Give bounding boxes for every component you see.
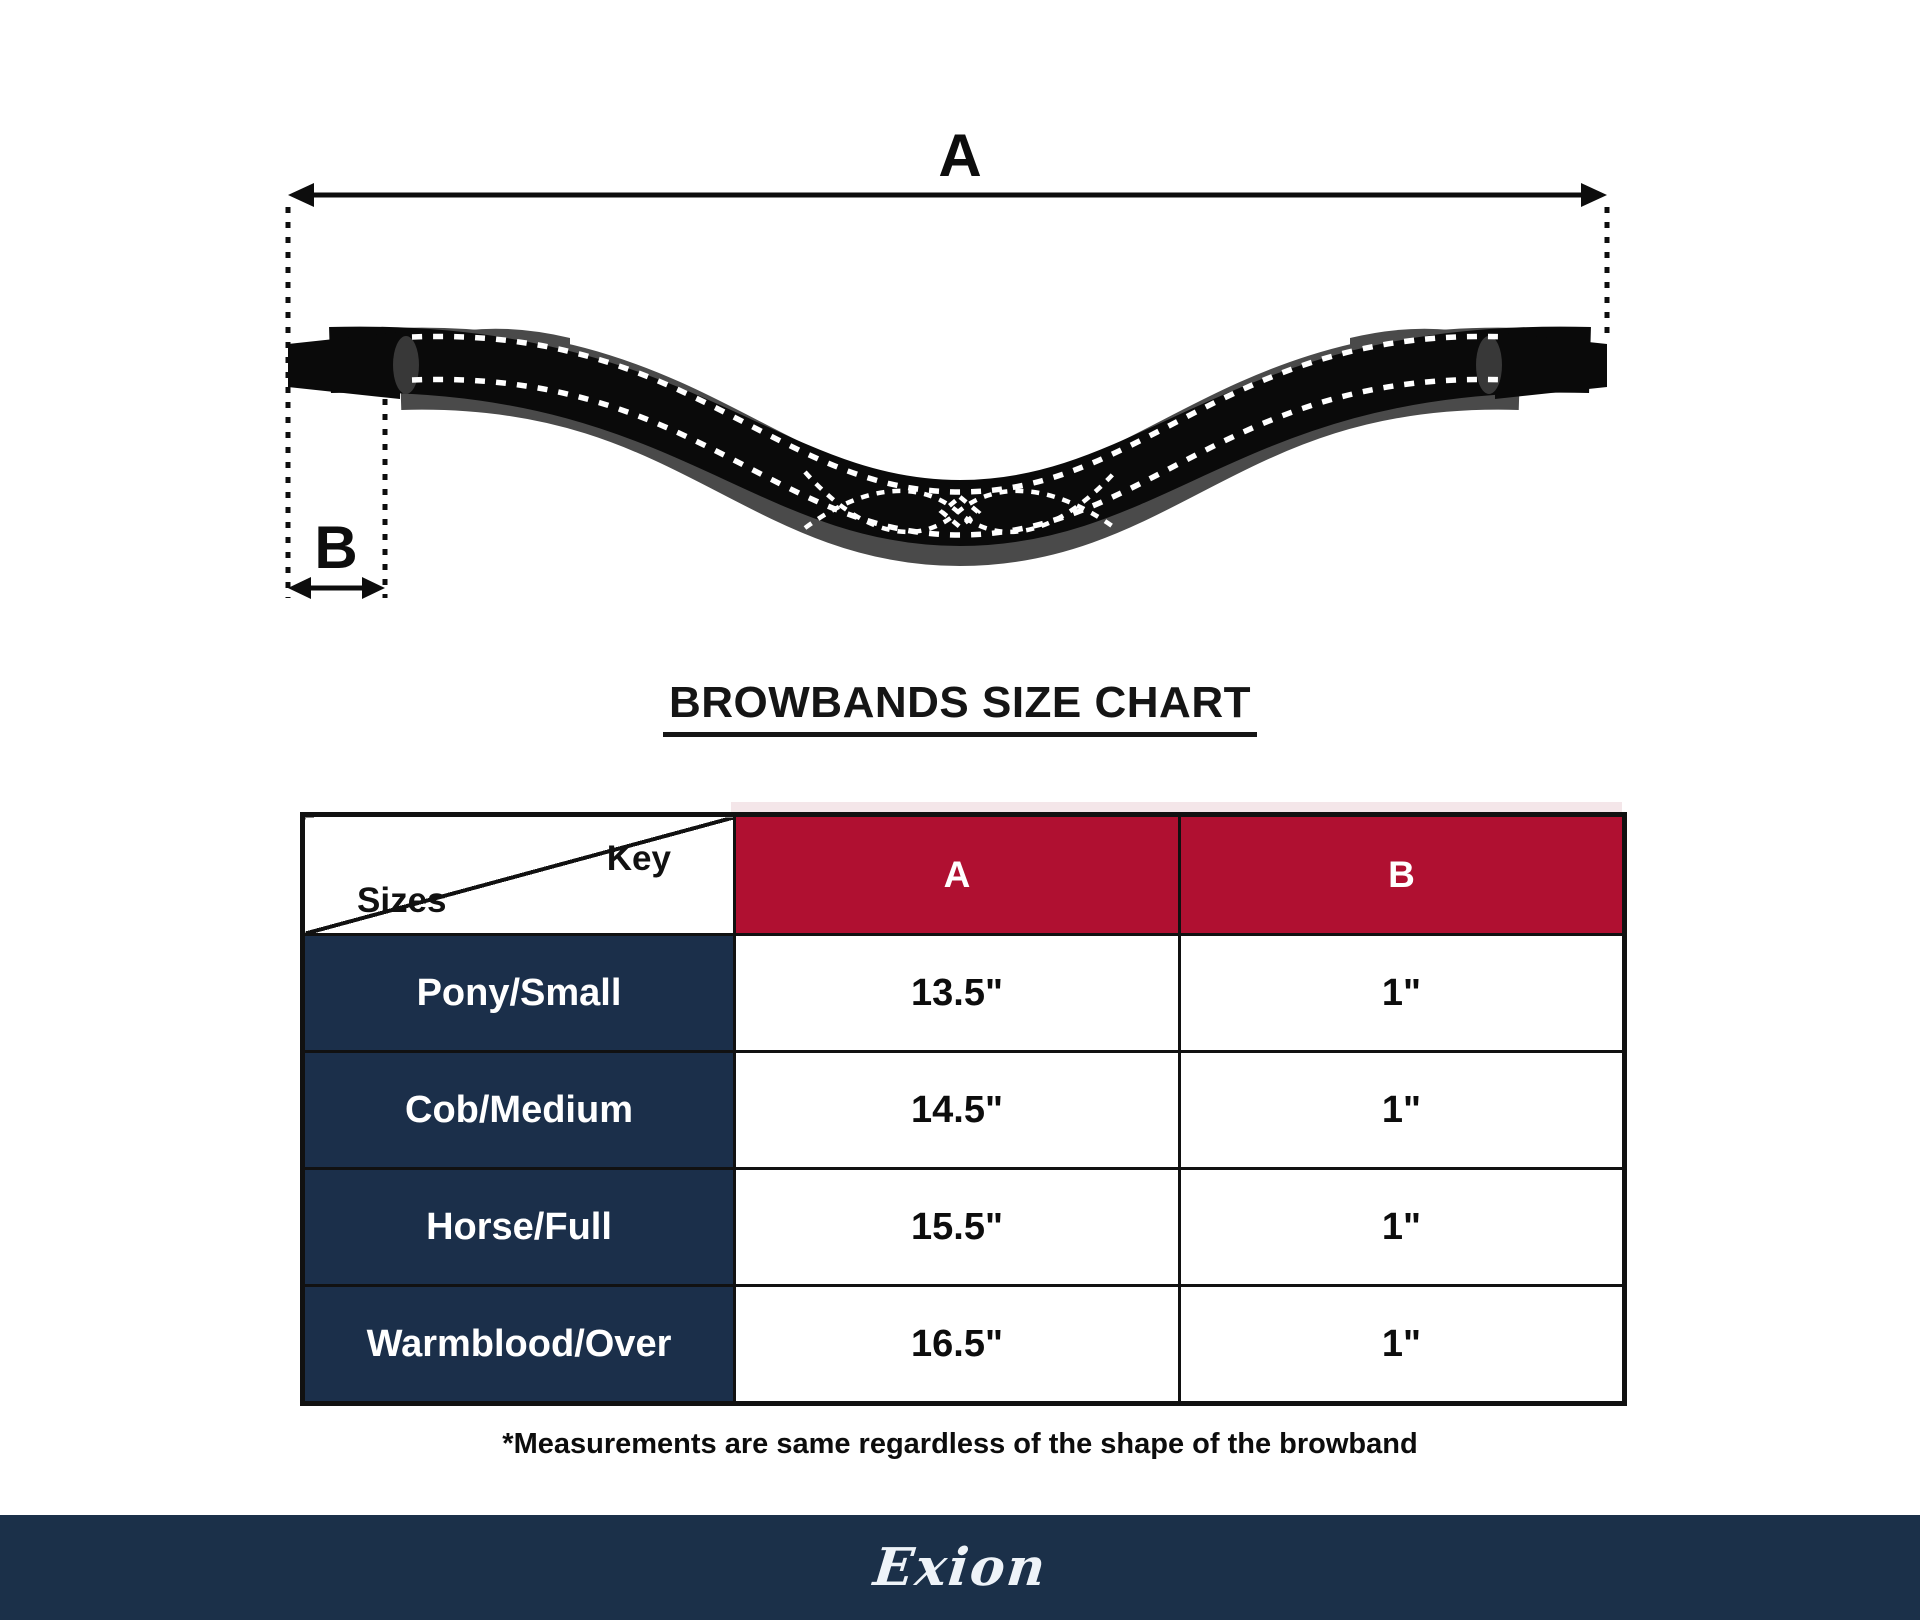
- browband-measurement-diagram: [0, 0, 1920, 660]
- table-row-horse-full: [303, 1169, 1625, 1286]
- corner-cell: [303, 815, 735, 935]
- browband-end-tab-left: [288, 332, 400, 399]
- value-a: 14.5": [735, 1052, 1180, 1169]
- value-b: 1": [1180, 1169, 1625, 1286]
- size-chart-table: [300, 812, 1627, 1406]
- value-b: 1": [1180, 1052, 1625, 1169]
- value-a: 15.5": [735, 1169, 1180, 1286]
- size-label: Pony/Small: [303, 935, 735, 1052]
- dimension-b-label: B: [314, 514, 358, 581]
- column-header-b: B: [1180, 815, 1625, 935]
- browband-graphic: [288, 329, 1607, 535]
- value-b: 1": [1180, 1286, 1625, 1404]
- page-title: BROWBANDS SIZE CHART: [663, 678, 1257, 737]
- size-label: Cob/Medium: [303, 1052, 735, 1169]
- corner-key-label: Key: [606, 839, 671, 878]
- table-header-row: [303, 815, 1625, 935]
- dimension-b: [288, 514, 385, 599]
- value-a: 16.5": [735, 1286, 1180, 1404]
- measurement-footnote: *Measurements are same regardless of the shape of the browband: [502, 1428, 1418, 1460]
- table-row-cob-medium: [303, 1052, 1625, 1169]
- column-header-a: A: [735, 815, 1180, 935]
- footer-bar: [0, 1515, 1920, 1620]
- dimension-a-label: A: [938, 122, 982, 189]
- dimension-a: [288, 122, 1607, 207]
- corner-sizes-label: Sizes: [357, 881, 447, 920]
- browband-loop-slot-left: [393, 336, 419, 394]
- value-b: 1": [1180, 935, 1625, 1052]
- table-row-warmblood-over: [303, 1286, 1625, 1404]
- size-label: Warmblood/Over: [303, 1286, 735, 1404]
- size-label: Horse/Full: [303, 1169, 735, 1286]
- brand-logo: Exion: [870, 1537, 1050, 1598]
- table-row-pony-small: [303, 935, 1625, 1052]
- value-a: 13.5": [735, 935, 1180, 1052]
- browband-loop-slot-right: [1476, 336, 1502, 394]
